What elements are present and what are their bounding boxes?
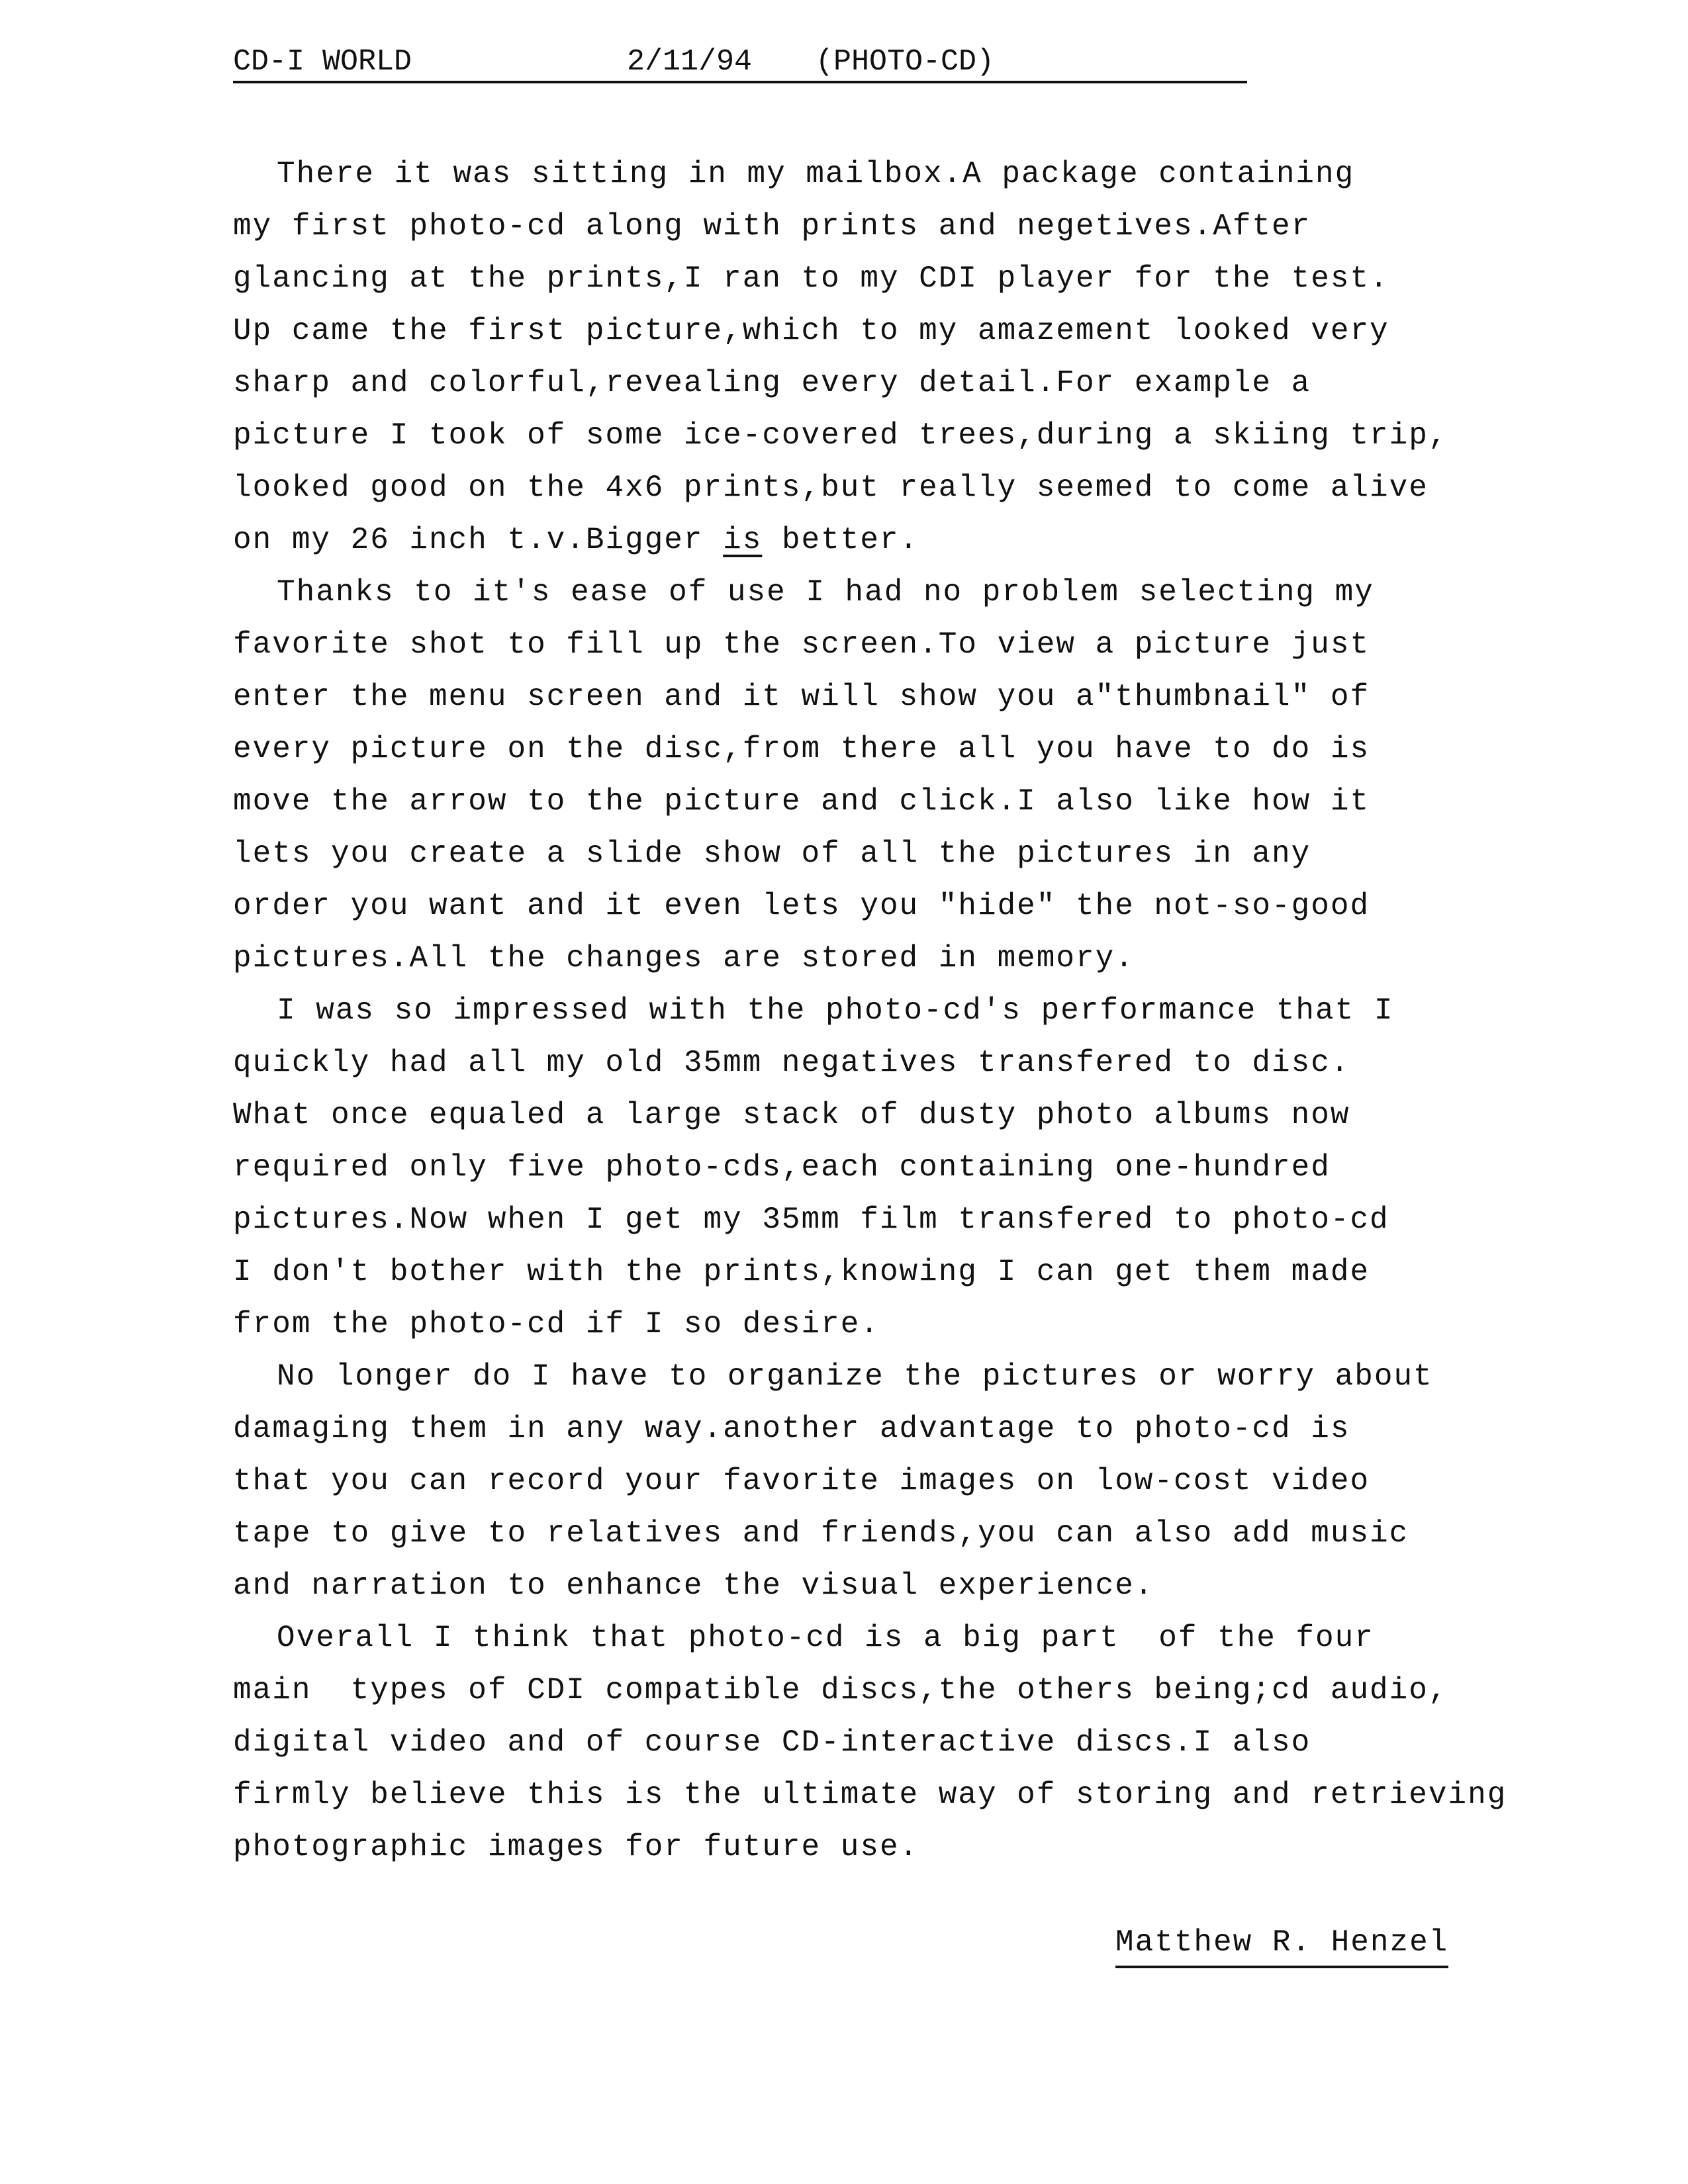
text-line: favorite shot to fill up the screen.To view a picture just (233, 627, 1370, 662)
text-line: sharp and colorful,revealing every detail.For example a (233, 366, 1311, 400)
text-line: and narration to enhance the visual experience. (233, 1569, 1154, 1603)
text-line: lets you create a slide show of all the pictures in any (233, 837, 1311, 871)
text-line: from the photo-cd if I so desire. (233, 1307, 880, 1342)
text-line: looked good on the 4x6 prints,but really seemed to come alive (233, 471, 1429, 505)
text-line: No longer do I have to organize the pictures or worry about (277, 1359, 1433, 1394)
text-line: picture I took of some ice-covered trees,during a skiing trip, (233, 418, 1448, 453)
text-line: tape to give to relatives and friends,you can also add music (233, 1516, 1409, 1551)
text-fragment: on my 26 inch t.v.Bigger (233, 523, 724, 557)
text-line: pictures.All the changes are stored in memory. (233, 941, 1135, 976)
text-line: pictures.Now when I get my 35mm film transfered to photo-cd (233, 1203, 1389, 1237)
text-line: damaging them in any way.another advantage to photo-cd is (233, 1412, 1350, 1446)
text-line: move the arrow to the picture and click.I also like how it (233, 784, 1370, 819)
text-line: every picture on the disc,from there all you have to do is (233, 732, 1370, 766)
text-line: digital video and of course CD-interactive discs.I also (233, 1725, 1311, 1760)
publication-name: CD-I WORLD (233, 45, 412, 79)
header-date: 2/11/94 (627, 45, 753, 79)
text-line: firmly believe this is the ultimate way of storing and retrieving (233, 1778, 1507, 1812)
text-line: main types of CDI compatible discs,the others being;cd audio, (233, 1673, 1448, 1707)
text-fragment: better. (762, 523, 919, 557)
author-signature: Matthew R. Henzel (1115, 1919, 1448, 1968)
text-line-emphasis (233, 514, 1597, 567)
text-line: Up came the first picture,which to my amazement looked very (233, 314, 1389, 348)
text-line: required only five photo-cds,each containing one-hundred (233, 1150, 1331, 1185)
text-line: Thanks to it's ease of use I had no problem selecting my (277, 575, 1374, 610)
text-line: enter the menu screen and it will show you a"thumbnail" of (233, 680, 1370, 714)
text-line: There it was sitting in my mailbox.A package containing (277, 157, 1355, 191)
text-line: What once equaled a large stack of dusty photo albums now (233, 1098, 1350, 1132)
text-line: I was so impressed with the photo-cd's performance that I (277, 993, 1394, 1028)
text-line: order you want and it even lets you "hide" the not-so-good (233, 889, 1370, 923)
page-header (233, 44, 1247, 83)
text-line: glancing at the prints,I ran to my CDI player for the test. (233, 261, 1389, 296)
underlined-word: is (723, 523, 763, 557)
text-line: quickly had all my old 35mm negatives transfered to disc. (233, 1046, 1350, 1080)
text-line: that you can record your favorite images on low-cost video (233, 1464, 1370, 1498)
article-body (233, 148, 1597, 1874)
header-topic: (PHOTO-CD) (816, 45, 995, 79)
text-line: my first photo-cd along with prints and negetives.After (233, 209, 1311, 244)
text-line: Overall I think that photo-cd is a big part of the four (277, 1621, 1374, 1655)
text-line: I don't bother with the prints,knowing I can get them made (233, 1255, 1370, 1289)
text-line: photographic images for future use. (233, 1830, 919, 1864)
